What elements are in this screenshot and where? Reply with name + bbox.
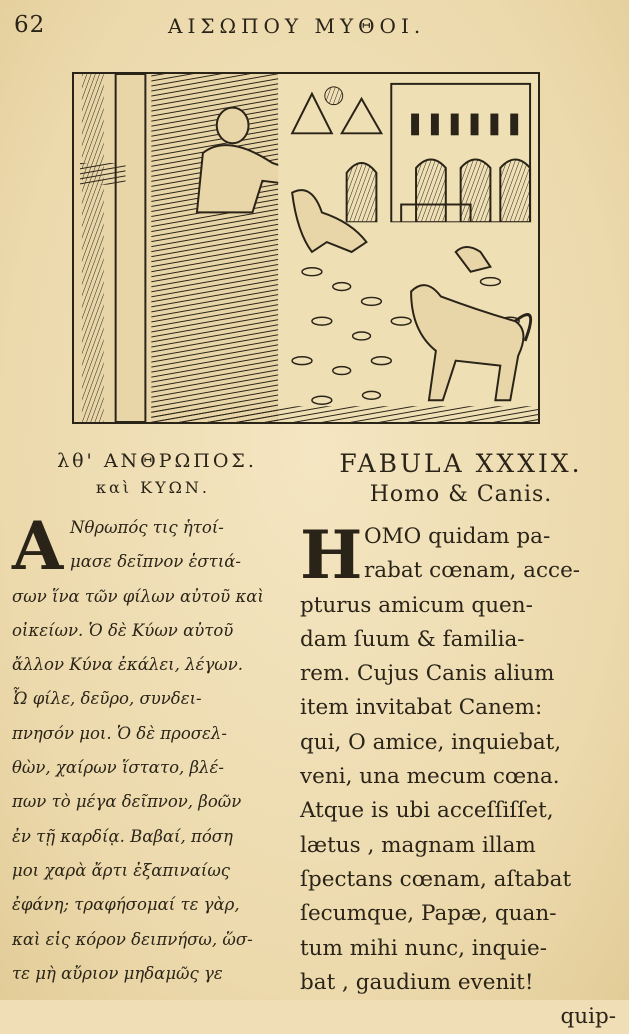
latin-line: item invitabat Canem: <box>300 695 543 721</box>
page-number: 62 <box>14 12 46 38</box>
latin-line: tum mihi nunc, inquie- <box>300 935 547 961</box>
greek-line: Ὦ φίλε, δεῦρο, συνδει- <box>12 689 202 709</box>
latin-line: dam ſuum & familia- <box>300 626 525 652</box>
greek-line: ἐν τῇ καρδίᾳ. Βαβαί, πόση <box>12 826 233 846</box>
latin-subheading: Homo & Canis. <box>369 482 553 507</box>
woodcut-illustration <box>72 72 540 424</box>
greek-line: μοι χαρὰ ἄρτι ἐξαπιναίως <box>12 860 231 880</box>
latin-line: lætus , magnam illam <box>300 832 536 858</box>
greek-dropcap: Α <box>12 507 64 585</box>
latin-line: veni, una mecum cœna. <box>300 764 560 790</box>
greek-line: καὶ εἰς κόρον δειπνήσω, ὥσ- <box>12 929 253 949</box>
greek-line: ἄλλον Κύνα ἐκάλει, λέγων. <box>12 655 244 675</box>
greek-heading: λθ' ΑΝΘΡΩΠΟΣ. <box>57 450 257 472</box>
greek-subheading: καὶ ΚΥΩΝ. <box>95 478 211 497</box>
greek-line: θὼν, χαίρων ἵστατο, βλέ- <box>12 758 224 778</box>
latin-line: qui, O amice, inquiebat, <box>300 729 562 755</box>
latin-line: pturus amicum quen- <box>300 592 533 618</box>
greek-line: μασε δεῖπνον ἑστιά- <box>70 552 242 572</box>
page-header <box>0 12 629 42</box>
latin-line: bat , gaudium evenit! <box>300 969 534 995</box>
latin-dropcap: H <box>300 516 363 594</box>
greek-line: οἰκείων. Ὁ δὲ Κύων αὐτοῦ <box>12 620 234 640</box>
latin-line: Atque is ubi acceſſiſſet, <box>300 798 554 824</box>
latin-line: ſpectans cœnam, aſtabat <box>300 866 572 892</box>
latin-text <box>300 516 622 1034</box>
greek-line: Νθρωπός τις ἡτοί- <box>70 518 224 537</box>
catchword: quip- <box>560 1004 616 1030</box>
latin-line: rem. Cujus Canis alium <box>300 661 555 687</box>
greek-column <box>12 448 294 991</box>
greek-line: πων τὸ μέγα δεῖπνον, βοῶν <box>12 792 242 812</box>
latin-column <box>300 448 622 1034</box>
latin-line: OMO quidam pa- <box>364 524 551 549</box>
woodcut-man-feeding-dogs-icon <box>74 74 538 422</box>
running-title: ΑΙΣΩΠΟΥ ΜΥΘΟΙ. <box>168 14 426 38</box>
greek-line: σων ἵνα τῶν φίλων αὐτοῦ καὶ <box>12 586 264 606</box>
greek-text <box>12 507 294 991</box>
latin-line: rabat cœnam, acce- <box>364 558 581 584</box>
latin-line: ſecumque, Papæ, quan- <box>300 901 557 927</box>
greek-line: πνησόν μοι. Ὁ δὲ προσελ- <box>12 723 227 743</box>
greek-line: τε μὴ αὔριον μηδαμῶς γε <box>12 963 223 983</box>
latin-heading: FABULA XXXIX. <box>339 449 583 478</box>
greek-line: ἐφάνη; τραφήσομαί τε γὰρ, <box>12 895 240 915</box>
